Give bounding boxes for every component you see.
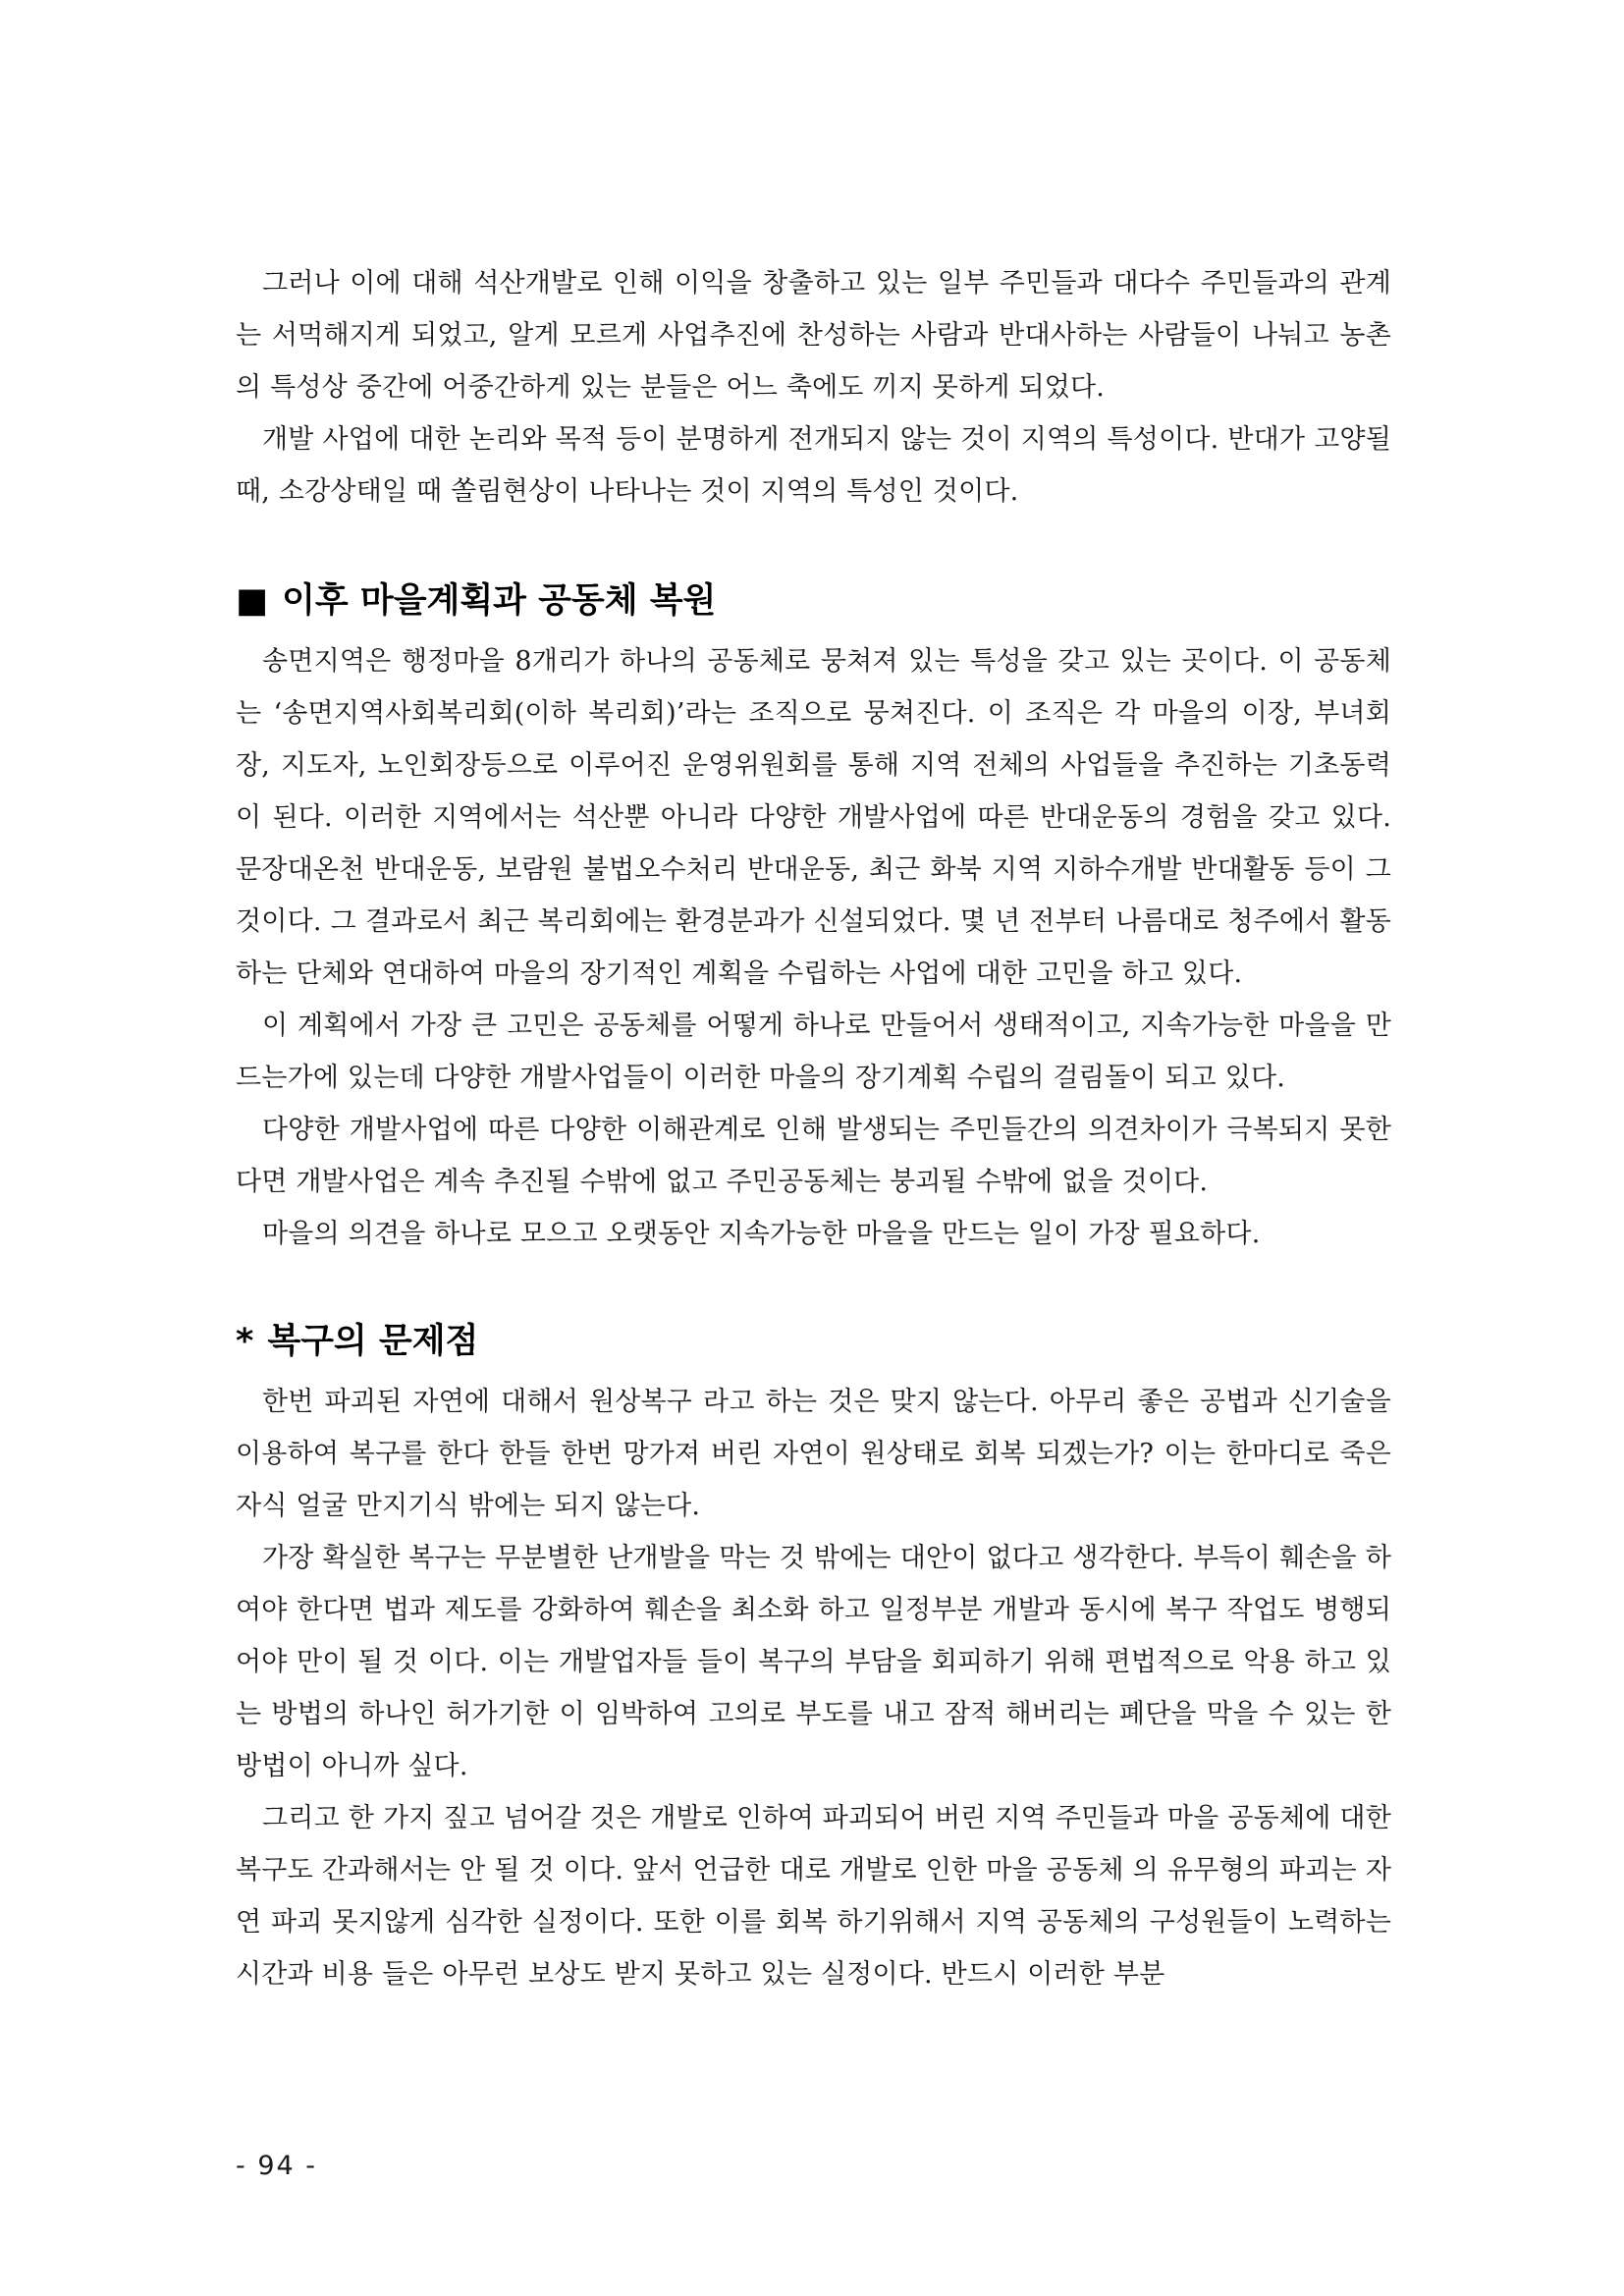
- village-plan-section: [236, 635, 1391, 1260]
- restoration-problems-section: [236, 1376, 1391, 2000]
- section-heading-village-plan: [236, 576, 1391, 626]
- page-number: - 94 -: [236, 2151, 318, 2181]
- paragraph: 다양한 개발사업에 따른 다양한 이해관계로 인해 발생되는 주민들간의 의견차이가 극복되지 못한다면 개발사업은 계속 추진될 수밖에 없고 주민공동체는 붕괴될 수밖에 없을 것이다.: [236, 1115, 1391, 1197]
- section-title: 이후 마을계획과 공동체 복원: [282, 581, 717, 621]
- asterisk-bullet-icon: *: [236, 1322, 254, 1361]
- paragraph: 그러나 이에 대해 석산개발로 인해 이익을 창출하고 있는 일부 주민들과 대다수 주민들과의 관계는 서먹해지게 되었고, 알게 모르게 사업추진에 찬성하는 사람과 반대사하는 사람들이 나눠고 농촌의 특성상 중간에 어중간하게 있는 분들은 어느 축에도 끼지 못하게 되었다.: [236, 268, 1391, 403]
- paragraph: 개발 사업에 대한 논리와 목적 등이 분명하게 전개되지 않는 것이 지역의 특성이다. 반대가 고양될때, 소강상태일 때 쏠림현상이 나타나는 것이 지역의 특성인 것이다.: [236, 424, 1391, 507]
- paragraph: 한번 파괴된 자연에 대해서 원상복구 라고 하는 것은 맞지 않는다. 아무리 좋은 공법과 신기술을 이용하여 복구를 한다 한들 한번 망가져 버린 자연이 원상태로 회복 되겠는가? 이는 한마디로 죽은 자식 얼굴 만지기식 밖에는 되지 않는다.: [236, 1387, 1391, 1521]
- square-bullet-icon: ■: [236, 581, 269, 621]
- paragraph: 가장 확실한 복구는 무분별한 난개발을 막는 것 밖에는 대안이 없다고 생각한다. 부득이 훼손을 하여야 한다면 법과 제도를 강화하여 훼손을 최소화 하고 일정부분 개발과 동시에 복구 작업도 병행되어야 만이 될 것 이다. 이는 개발업자들 들이 복구의 부담을 회피하기 위해 편법적으로 악용 하고 있는 방법의 하나인 허가기한 이 임박하여 고의로 부도를 내고 잠적 해버리는 폐단을 막을 수 있는 한방법이 아니까 싶다.: [236, 1543, 1391, 1781]
- page-body: [236, 257, 1391, 2000]
- paragraph: 그리고 한 가지 짚고 넘어갈 것은 개발로 인하여 파괴되어 버린 지역 주민들과 마을 공동체에 대한 복구도 간과해서는 안 될 것 이다. 앞서 언급한 대로 개발로 인한 마을 공동체 의 유무형의 파괴는 자연 파괴 못지않게 심각한 실정이다. 또한 이를 회복 하기위해서 지역 공동체의 구성원들이 노력하는 시간과 비용 들은 아무런 보상도 받지 못하고 있는 실정이다. 반드시 이러한 부분: [236, 1803, 1391, 1990]
- paragraph: 이 계획에서 가장 큰 고민은 공동체를 어떻게 하나로 만들어서 생태적이고, 지속가능한 마을을 만드는가에 있는데 다양한 개발사업들이 이러한 마을의 장기계획 수립의 걸림돌이 되고 있다.: [236, 1011, 1391, 1093]
- section-title: 복구의 문제점: [267, 1322, 479, 1361]
- paragraph: 마을의 의견을 하나로 모으고 오랫동안 지속가능한 마을을 만드는 일이 가장 필요하다.: [262, 1219, 1261, 1249]
- section-heading-restoration-problems: [236, 1317, 1391, 1366]
- paragraph: 송면지역은 행정마을 8개리가 하나의 공동체로 뭉쳐져 있는 특성을 갖고 있는 곳이다. 이 공동체는 ‘송면지역사회복리회(이하 복리회)’라는 조직으로 뭉쳐진다. 이 조직은 각 마을의 이장, 부녀회장, 지도자, 노인회장등으로 이루어진 운영위원회를 통해 지역 전체의 사업들을 추진하는 기초동력이 된다. 이러한 지역에서는 석산뿐 아니라 다양한 개발사업에 따른 반대운동의 경험을 갖고 있다. 문장대온천 반대운동, 보람원 불법오수처리 반대운동, 최근 화북 지역 지하수개발 반대활동 등이 그것이다. 그 결과로서 최근 복리회에는 환경분과가 신설되었다. 몇 년 전부터 나름대로 청주에서 활동하는 단체와 연대하여 마을의 장기적인 계획을 수립하는 사업에 대한 고민을 하고 있다.: [236, 646, 1391, 989]
- intro-section: [236, 257, 1391, 518]
